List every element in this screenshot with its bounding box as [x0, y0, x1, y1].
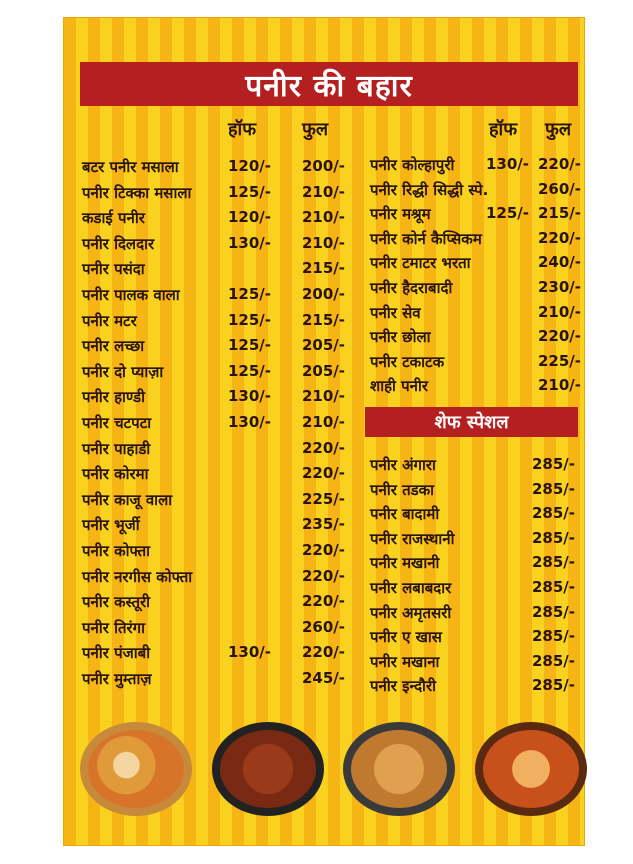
dish-photo-paneer — [475, 722, 587, 816]
menu-item-half-price: 120/- — [228, 208, 272, 227]
menu-item-name: पनीर कोर्न कैप्सिकम — [370, 229, 482, 248]
menu-item-full-price: 210/- — [538, 376, 582, 395]
menu-item-full-price: 220/- — [302, 643, 346, 662]
menu-item-full-price: 260/- — [302, 617, 346, 636]
menu-item-full-price: 285/- — [532, 553, 576, 572]
menu-item-half-price: 130/- — [228, 387, 272, 406]
menu-item-name: पनीर लबाबदार — [370, 579, 452, 597]
menu-item-name: पनीर दिलदार — [82, 234, 155, 253]
dish-photo-curry — [212, 722, 324, 816]
menu-item-name: पनीर कोफ्ता — [82, 542, 151, 560]
menu-item-name: पनीर मखानी — [370, 554, 440, 573]
menu-item-full-price: 210/- — [302, 182, 346, 201]
menu-item-name: पनीर तिरंगा — [82, 618, 145, 637]
menu-item-name: पनीर हैदराबादी — [370, 279, 453, 297]
menu-item-name: पनीर सेव — [370, 303, 421, 322]
menu-item-name: पनीर कस्तूरी — [82, 593, 151, 612]
menu-item-name: पनीर चटपटा — [82, 414, 152, 432]
menu-item-name: पनीर मुम्ताज़ — [82, 670, 152, 688]
menu-item-name: पनीर हाण्डी — [82, 388, 145, 407]
menu-item-full-price: 220/- — [302, 464, 346, 483]
menu-title-banner — [80, 62, 578, 106]
menu-item-full-price: 205/- — [302, 361, 346, 380]
menu-item-full-price: 220/- — [538, 228, 582, 247]
menu-item-name: पनीर कोल्हापुरी — [370, 156, 455, 174]
menu-item-name: पनीर छोला — [370, 328, 431, 347]
menu-item-name: पनीर अमृतसरी — [370, 603, 452, 622]
menu-item-full-price: 285/- — [532, 528, 576, 547]
menu-item-name: पनीर बादामी — [370, 505, 440, 524]
menu-item-half-price: 125/- — [228, 336, 272, 355]
menu-item-full-price: 285/- — [532, 504, 576, 523]
menu-item-name: पनीर राजस्थानी — [370, 529, 455, 548]
menu-item-name: पनीर टकाटक — [370, 352, 445, 371]
menu-item-full-price: 260/- — [538, 179, 582, 198]
menu-item-full-price: 200/- — [302, 285, 346, 303]
chef-special-banner — [365, 407, 578, 437]
chef-special-title: शेफ स्पेशल — [434, 412, 509, 433]
menu-item-full-price: 220/- — [302, 541, 346, 559]
menu-item-full-price: 220/- — [538, 155, 582, 173]
menu-item-full-price: 210/- — [302, 413, 346, 431]
menu-item-name: पनीर पाहाडी — [82, 439, 151, 458]
menu-item-name: पनीर काजू वाला — [82, 490, 173, 509]
menu-item-full-price: 210/- — [538, 302, 582, 321]
menu-item-name: पनीर कोरमा — [82, 465, 149, 484]
menu-item-full-price: 285/- — [532, 578, 576, 596]
menu-item-half-price: 120/- — [228, 157, 272, 175]
menu-item-half-price: 130/- — [228, 643, 272, 662]
menu-item-full-price: 210/- — [302, 387, 346, 406]
menu-item-full-price: 220/- — [302, 438, 346, 457]
menu-item-full-price: 230/- — [538, 278, 582, 296]
menu-item-full-price: 240/- — [538, 253, 582, 272]
menu-item-half-price: 130/- — [228, 413, 272, 431]
menu-item-full-price: 285/- — [532, 479, 576, 498]
menu-item-full-price: 210/- — [302, 208, 346, 227]
menu-item-full-price: 205/- — [302, 336, 346, 355]
menu-item-name: पनीर दो प्याज़ा — [82, 362, 164, 381]
menu-item-name: पनीर पालक वाला — [82, 286, 180, 304]
menu-item-full-price: 220/- — [302, 592, 346, 611]
menu-item-full-price: 225/- — [302, 489, 346, 508]
menu-item-full-price: 285/- — [532, 455, 576, 473]
menu-item-full-price: 200/- — [302, 157, 346, 175]
right-half-header: हॉफ — [489, 119, 518, 140]
menu-item-full-price: 220/- — [302, 566, 346, 585]
menu-item-full-price: 235/- — [302, 515, 346, 534]
menu-item-name: पनीर पंजाबी — [82, 644, 151, 663]
menu-item-half-price: 125/- — [228, 285, 272, 303]
menu-item-half-price: 125/- — [228, 361, 272, 380]
menu-item-full-price: 285/- — [532, 676, 576, 695]
left-full-header: फुल — [302, 119, 329, 140]
menu-item-full-price: 220/- — [538, 327, 582, 346]
menu-item-name: पनीर मटर — [82, 311, 137, 330]
menu-item-name: पनीर नरगीस कोफ्ता — [82, 567, 193, 586]
menu-item-half-price: 125/- — [486, 204, 530, 223]
dish-photo-bhurji — [343, 722, 455, 816]
menu-item-name: कडाई पनीर — [82, 209, 145, 228]
menu-item-full-price: 215/- — [538, 204, 582, 223]
menu-item-half-price: 125/- — [228, 310, 272, 329]
menu-item-name: शाही पनीर — [370, 377, 429, 396]
menu-item-name: पनीर रिद्धी सिद्धी स्पे. — [370, 180, 489, 199]
menu-item-name: पनीर तडका — [370, 480, 435, 499]
menu-item-name: पनीर मश्रूम — [370, 205, 431, 224]
menu-item-name: पनीर ए खास — [370, 628, 442, 647]
menu-item-name: पनीर मखाना — [370, 652, 440, 671]
menu-item-half-price: 130/- — [228, 233, 272, 252]
menu-item-name: पनीर टमाटर भरता — [370, 254, 471, 273]
menu-item-full-price: 215/- — [302, 310, 346, 329]
left-half-header: हॉफ — [228, 119, 257, 140]
menu-item-name: बटर पनीर मसाला — [82, 158, 179, 176]
menu-title: पनीर की बहार — [245, 68, 413, 104]
dish-photo-kofta — [80, 722, 192, 816]
menu-item-full-price: 285/- — [532, 602, 576, 621]
menu-item-name: पनीर इन्दौरी — [370, 677, 436, 696]
menu-item-name: पनीर लच्छा — [82, 337, 145, 356]
menu-item-name: पनीर टिक्का मसाला — [82, 183, 192, 202]
right-full-header: फुल — [545, 119, 572, 140]
menu-item-full-price: 210/- — [302, 233, 346, 252]
menu-item-name: पनीर भूर्जी — [82, 516, 140, 535]
menu-item-full-price: 285/- — [532, 651, 576, 670]
menu-item-half-price: 130/- — [486, 155, 530, 173]
menu-item-full-price: 215/- — [302, 259, 346, 278]
menu-item-full-price: 225/- — [538, 351, 582, 370]
menu-item-full-price: 245/- — [302, 669, 346, 687]
menu-item-name: पनीर अंगारा — [370, 456, 436, 474]
menu-item-full-price: 285/- — [532, 627, 576, 646]
menu-item-half-price: 125/- — [228, 182, 272, 201]
menu-item-name: पनीर पसंदा — [82, 260, 145, 279]
